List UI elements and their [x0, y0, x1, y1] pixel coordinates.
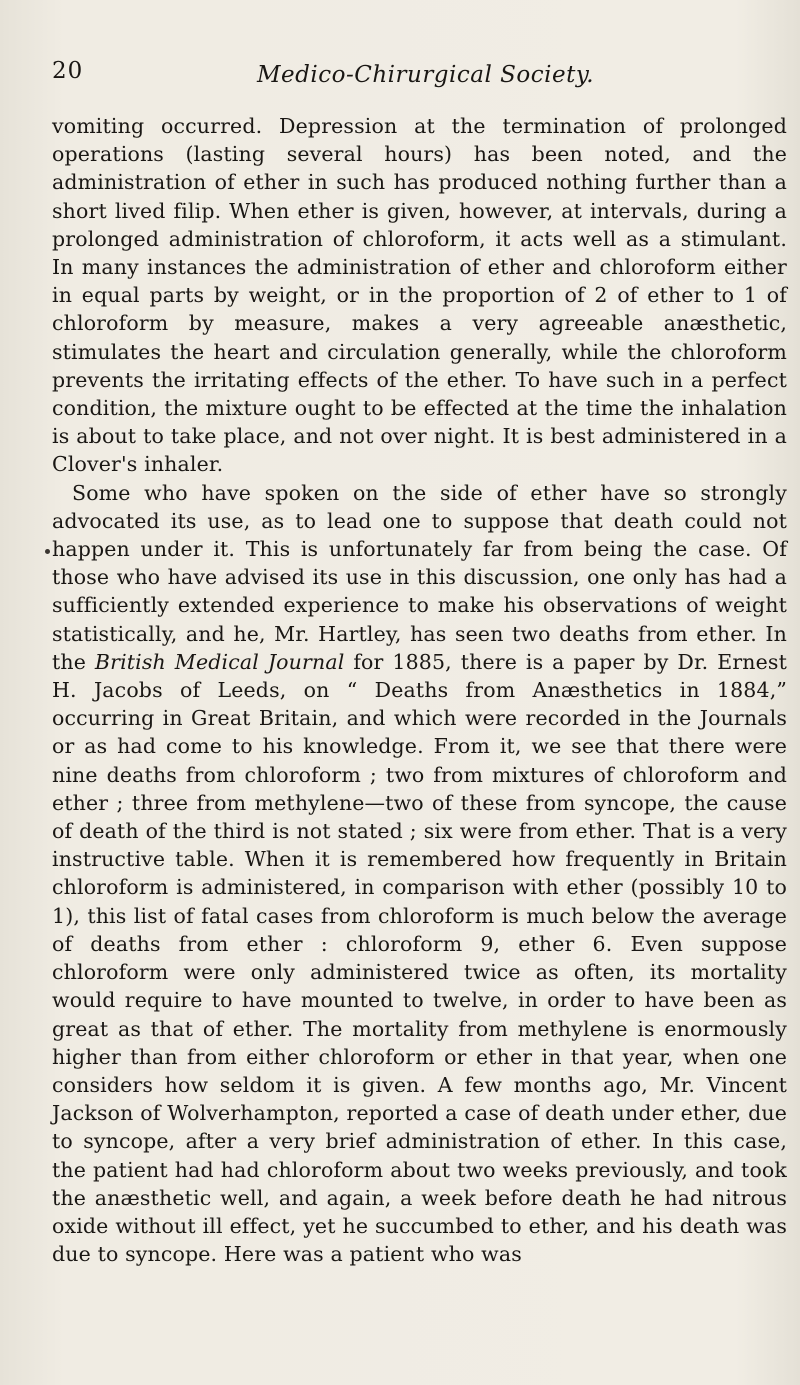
body-text	[52, 112, 787, 1268]
paragraph	[52, 112, 787, 479]
margin-mark	[45, 549, 50, 554]
text-segment: for 1885, there is a paper by Dr. Ernest H. Jacobs of Leeds, on “ Deaths from Anæsthetics in 1884,” occurring in Great Britain, and which were recorded in the Journals or as had come to his knowledge. From it, we see that there were nine deaths from chloroform ; two from mixtures of chloroform and ether ; three from methylene—two of these from syncope, the cause of death of the third is not stated ; six were from ether. That is a very instructive table. When it is remembered how frequently in Britain chloroform is administered, in comparison with ether (possibly 10 to 1), this list of fatal cases from chloroform is much below the average of deaths from ether : chloroform 9, ether 6. Even suppose chloroform were only administered twice as often, its mortality would require to have mounted to twelve, in order to have been as great as that of ether. The mortality from methylene is enormously higher than from either chloroform or ether in that year, when one considers how seldom it is given. A few months ago, Mr. Vincent Jackson of Wolverhampton, reported a case of death under ether, due to syncope, after a very brief administration of ether. In this case, the patient had had chloroform about two weeks previously, and took the anæsthetic well, and again, a week before death he had nitrous oxide without ill effect, yet he succumbed to ether, and his death was due to syncope. Here was a patient who was	[52, 649, 787, 1267]
text-segment: Some who have spoken on the side of ether have so strongly advocated its use, as to lead one to suppose that death could not happen under it. This is unfortunately far from being the case. Of those who have advised its use in this discussion, one only has had a sufficiently extended experience to make his observations of weight statistically, and he, Mr. Hartley, has seen two deaths from ether. In the	[52, 480, 787, 674]
page-header	[52, 58, 772, 98]
text-segment: vomiting occurred. Depression at the termination of prolonged operations (lasting several hours) has been noted, and the administration of ether in such has produced nothing further than a short lived filip. When ether is given, however, at intervals, during a prolonged administration of chloroform, it acts well as a stimulant. In many instances the administration of ether and chloroform either in equal parts by weight, or in the proportion of 2 of ether to 1 of chloroform by measure, makes a very agreeable anæsthetic, stimulates the heart and circulation generally, while the chloroform prevents the irritating effects of the ether. To have such in a perfect condition, the mixture ought to be effected at the time the inhalation is about to take place, and not over night. It is best administered in a Clover's inhaler.	[52, 114, 787, 477]
running-head: Medico-Chirurgical Society.	[257, 62, 595, 88]
journal-title: British Medical Journal	[94, 649, 345, 674]
paragraph	[52, 479, 787, 1269]
page-number: 20	[52, 58, 84, 84]
